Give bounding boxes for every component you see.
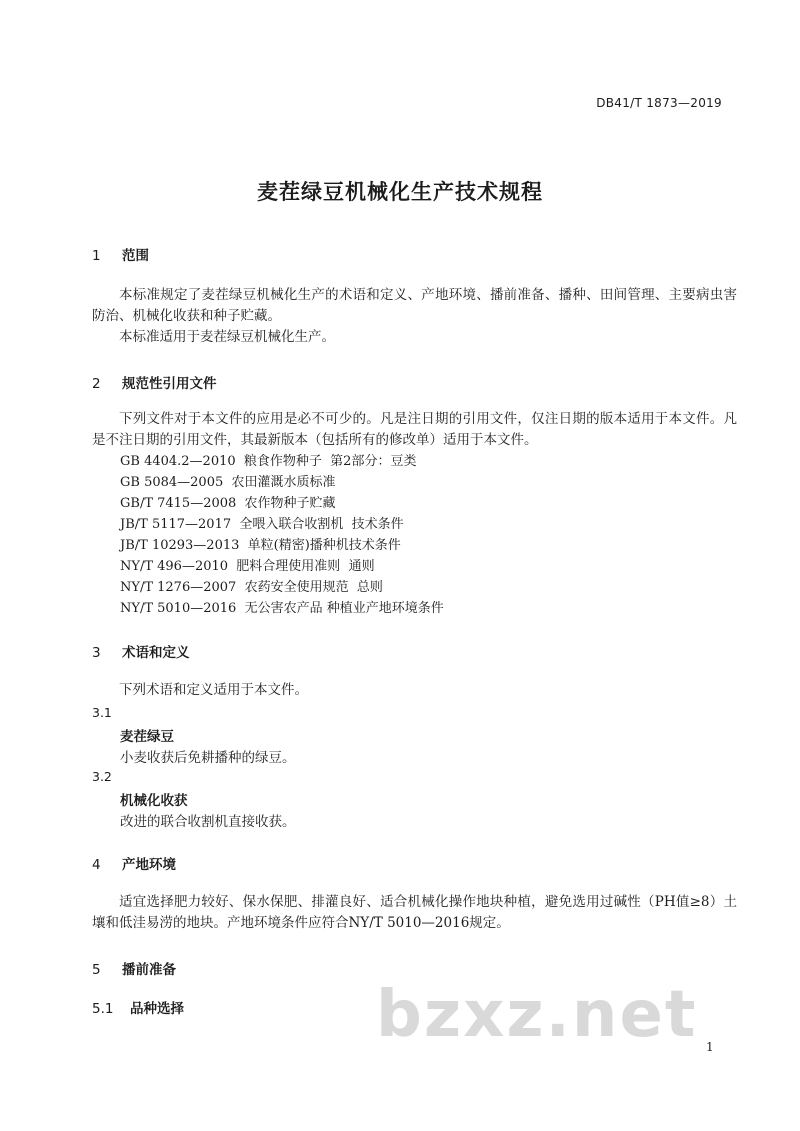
section-5-heading (92, 958, 176, 978)
reference-item: NY/T 1276—2007 农药安全使用规范 总则 (120, 580, 383, 595)
reference-item: JB/T 5117—2017 全喂入联合收割机 技术条件 (120, 517, 404, 532)
watermark: bzxz.net (376, 978, 698, 1052)
section-4-paragraph: 适宜选择肥力较好、保水保肥、排灌良好、适合机械化操作地块种植，避免选用过碱性（PH值≥8）土壤和低洼易涝的地块。产地环境条件应符合NY/T 5010—2016规定。 (92, 894, 737, 931)
section-number: 3 (92, 645, 101, 661)
section-3-intro: 下列术语和定义适用于本文件。 (119, 682, 308, 698)
section-2-intro: 下列文件对于本文件的应用是必不可少的。凡是注日期的引用文件，仅注日期的版本适用于本文件。凡是不注日期的引用文件，其最新版本（包括所有的修改单）适用于本文件。 (92, 411, 737, 448)
section-title: 播前准备 (122, 962, 176, 978)
subsection-5-1-heading (92, 997, 184, 1017)
section-1-paragraph-2: 本标准适用于麦茬绿豆机械化生产。 (119, 329, 335, 345)
document-title: 麦茬绿豆机械化生产技术规程 (257, 180, 543, 204)
clause-number: 3.2 (92, 769, 112, 784)
page-number: 1 (706, 1040, 714, 1054)
section-title: 产地环境 (122, 857, 176, 873)
section-number: 2 (92, 376, 101, 392)
reference-item: JB/T 10293—2013 单粒(精密)播种机技术条件 (120, 538, 401, 553)
reference-item: GB/T 7415—2008 农作物种子贮藏 (120, 496, 336, 511)
term-definition: 小麦收获后免耕播种的绿豆。 (120, 750, 296, 766)
section-4-heading (92, 853, 176, 873)
section-1-heading (92, 244, 149, 264)
section-title: 范围 (122, 248, 149, 264)
standard-code: DB41/T 1873—2019 (596, 96, 722, 110)
section-1-paragraph-1: 本标准规定了麦茬绿豆机械化生产的术语和定义、产地环境、播前准备、播种、田间管理、主要病虫害防治、机械化收获和种子贮藏。 (92, 287, 737, 324)
section-number: 5 (92, 962, 101, 978)
reference-item: NY/T 496—2010 肥料合理使用准则 通则 (120, 559, 375, 574)
reference-item: GB 4404.2—2010 粮食作物种子 第2部分：豆类 (120, 454, 417, 469)
section-number: 4 (92, 857, 101, 873)
term-definition: 改进的联合收割机直接收获。 (120, 814, 296, 830)
subsection-title: 品种选择 (130, 1001, 184, 1017)
section-3-heading (92, 641, 190, 661)
section-title: 术语和定义 (122, 645, 190, 661)
section-2-heading (92, 372, 217, 392)
reference-item: GB 5084—2005 农田灌溉水质标准 (120, 475, 336, 490)
term-name: 机械化收获 (120, 793, 188, 809)
reference-item: NY/T 5010—2016 无公害农产品 种植业产地环境条件 (120, 601, 444, 616)
section-number: 1 (92, 248, 101, 264)
subsection-number: 5.1 (92, 1001, 114, 1017)
section-title: 规范性引用文件 (122, 376, 217, 392)
clause-number: 3.1 (92, 705, 112, 720)
term-name: 麦茬绿豆 (120, 729, 174, 745)
